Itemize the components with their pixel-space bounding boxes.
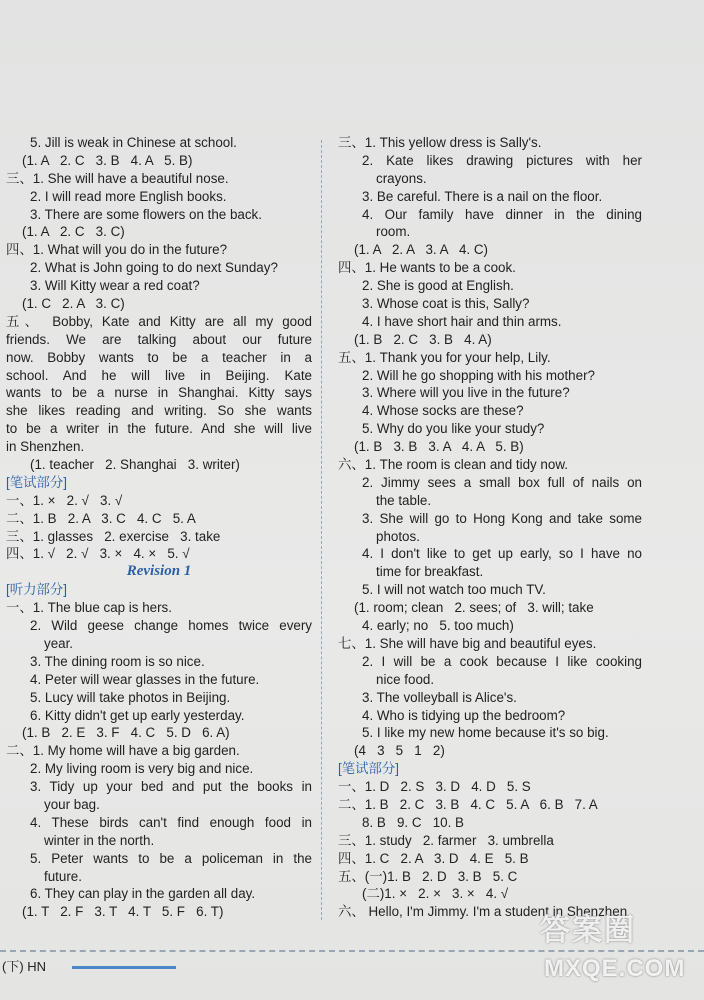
left-column-line: (1. C 2. A 3. C) — [22, 296, 125, 312]
left-column-line: school. And he will live in Beijing. Kate — [6, 367, 312, 383]
left-column-line: 一、1. The blue cap is hers. — [6, 600, 172, 616]
left-column-line: 四、1. What will you do in the future? — [6, 242, 228, 258]
left-column-line: 五、 Bobby, Kate and Kitty are all my good — [6, 313, 312, 329]
right-column-line: 4. early; no 5. too much) — [362, 618, 514, 634]
left-column-line: 3. There are some flowers on the back. — [30, 206, 262, 222]
left-column-line: 2. I will read more English books. — [30, 188, 227, 204]
left-column-line: 3. Tidy up your bed and put the books in — [30, 779, 312, 795]
left-column-line: 四、1. √ 2. √ 3. × 4. × 5. √ — [6, 546, 190, 562]
left-column-line: Revision 1 — [126, 563, 192, 580]
left-column-line: 4. These birds can't find enough food in — [30, 814, 312, 830]
left-column-line: 5. Peter wants to be a policeman in the — [30, 850, 312, 866]
left-column-line: (1. A 2. C 3. C) — [22, 224, 125, 240]
right-column-line: 8. B 9. C 10. B — [362, 814, 464, 830]
left-column-line: 2. My living room is very big and nice. — [30, 761, 254, 777]
left-column-line: 三、1. She will have a beautiful nose. — [6, 170, 229, 186]
right-column-line: 5. Why do you like your study? — [362, 421, 545, 437]
right-column-line: 五、(一)1. B 2. D 3. B 5. C — [338, 868, 518, 884]
left-column-line: year. — [44, 635, 74, 651]
right-column-line: time for breakfast. — [376, 564, 484, 580]
right-column-line: 4. Who is tidying up the bedroom? — [362, 707, 566, 723]
right-column-line: 4. I don't like to get up early, so I have no — [362, 546, 642, 562]
right-column-line: 四、1. C 2. A 3. D 4. E 5. B — [338, 850, 529, 866]
left-column-line: 2. Wild geese change homes twice every — [30, 618, 312, 634]
left-column-line: wants to be a nurse in Shanghai. Kitty says — [6, 385, 312, 401]
right-column-line: 七、1. She will have big and beautiful eyes. — [338, 635, 597, 651]
right-column-line: 2. I will be a cook because I like cooking — [362, 653, 642, 669]
left-column-line: (1. teacher 2. Shanghai 3. writer) — [30, 457, 240, 473]
footer-accent-bar — [72, 966, 176, 969]
left-column-line: 2. What is John going to do next Sunday? — [30, 260, 278, 276]
watermark-badge-text: 答案圈 — [540, 914, 636, 947]
right-column-line: (1. A 2. A 3. A 4. C) — [354, 242, 488, 258]
left-column-line: 3. Will Kitty wear a red coat? — [30, 278, 200, 294]
left-column-line: 5. Jill is weak in Chinese at school. — [30, 135, 237, 150]
left-column-line: 3. The dining room is so nice. — [30, 653, 205, 669]
right-column-line: 2. Jimmy sees a small box full of nails on — [362, 474, 642, 490]
right-column-line: 5. I like my new home because it's so big. — [362, 725, 609, 741]
watermark-site-text: MXQE.COM — [544, 955, 686, 982]
right-column-line: 六、1. The room is clean and tidy now. — [338, 457, 568, 473]
right-column-line: 3. Where will you live in the future? — [362, 385, 570, 401]
right-column-line: (1. B 2. C 3. B 4. A) — [354, 331, 492, 347]
left-column-line: 一、1. × 2. √ 3. √ — [6, 492, 123, 508]
right-column-line: [笔试部分] — [338, 761, 400, 777]
right-column-line: 五、1. Thank you for your help, Lily. — [338, 349, 551, 365]
left-column-line: [笔试部分] — [6, 474, 68, 490]
left-column-line: 6. They can play in the garden all day. — [30, 886, 256, 902]
right-column-line: 4. Our family have dinner in the dining — [362, 206, 642, 222]
right-column-line: 5. I will not watch too much TV. — [362, 582, 546, 598]
left-column-line: now. Bobby wants to be a teacher in a — [6, 349, 312, 365]
right-column-line: 三、1. study 2. farmer 3. umbrella — [338, 832, 554, 848]
left-column-line: she likes reading and writing. So she wants — [6, 403, 312, 419]
right-column-line: (1. B 3. B 3. A 4. A 5. B) — [354, 439, 524, 455]
right-column-line: 2. Will he go shopping with his mother? — [362, 367, 595, 383]
right-column-line: 2. Kate likes drawing pictures with her — [362, 152, 642, 168]
right-column — [338, 134, 642, 921]
left-column-line: (1. A 2. C 3. B 4. A 5. B) — [22, 152, 193, 168]
right-column-line: (二)1. × 2. × 3. × 4. √ — [362, 886, 509, 902]
left-column-line: winter in the north. — [44, 832, 155, 848]
right-column-line: 二、1. B 2. C 3. B 4. C 5. A 6. B 7. A — [338, 796, 598, 812]
left-column-line: [听力部分] — [6, 582, 68, 598]
right-column-line: 4. Whose socks are these? — [362, 403, 524, 419]
left-column-line: 5. Lucy will take photos in Beijing. — [30, 689, 231, 705]
right-column-line: 3. The volleyball is Alice's. — [362, 689, 517, 705]
left-column-line: 二、1. B 2. A 3. C 4. C 5. A — [6, 510, 196, 526]
right-column-line: (1. room; clean 2. sees; of 3. will; take — [354, 600, 594, 616]
right-column-line: room. — [376, 224, 411, 240]
right-column-line: 4. I have short hair and thin arms. — [362, 313, 562, 329]
left-column-line: (1. B 2. E 3. F 4. C 5. D 6. A) — [22, 725, 230, 741]
right-column-line: crayons. — [376, 170, 427, 186]
watermark-logo — [540, 905, 700, 997]
right-column-line: 2. She is good at English. — [362, 278, 514, 294]
right-column-line: 四、1. He wants to be a cook. — [338, 260, 516, 276]
right-column-line: 3. Be careful. There is a nail on the floor. — [362, 188, 603, 204]
right-column-line: 3. Whose coat is this, Sally? — [362, 296, 530, 312]
left-column-line: in Shenzhen. — [6, 439, 85, 455]
left-column-line: to be a writer in the future. And she will live — [6, 421, 312, 437]
left-column-line: 三、1. glasses 2. exercise 3. take — [6, 528, 221, 544]
column-divider — [321, 140, 322, 920]
right-column-line: (4 3 5 1 2) — [354, 743, 445, 759]
right-column-line: nice food. — [376, 671, 435, 687]
left-column-line: 二、1. My home will have a big garden. — [6, 743, 240, 759]
right-column-line: 三、1. This yellow dress is Sally's. — [338, 135, 542, 150]
left-column-line: 4. Peter will wear glasses in the future. — [30, 671, 260, 687]
left-column-line: your bag. — [44, 796, 100, 812]
right-column-line: 六、 Hello, I'm Jimmy. I'm a student in Shenzhen — [338, 904, 628, 920]
right-column-line: 一、1. D 2. S 3. D 4. D 5. S — [338, 779, 531, 795]
right-column-line: photos. — [376, 528, 420, 544]
right-column-line: 3. She will go to Hong Kong and take some — [362, 510, 642, 526]
footer-label: (下) HN — [2, 959, 47, 974]
left-column-line: (1. T 2. F 3. T 4. T 5. F 6. T) — [22, 904, 224, 920]
left-column — [6, 134, 312, 921]
left-column-line: friends. We are talking about our future — [6, 331, 312, 347]
left-column-line: 6. Kitty didn't get up early yesterday. — [30, 707, 245, 723]
right-column-line: the table. — [376, 492, 432, 508]
left-column-line: future. — [44, 868, 82, 884]
